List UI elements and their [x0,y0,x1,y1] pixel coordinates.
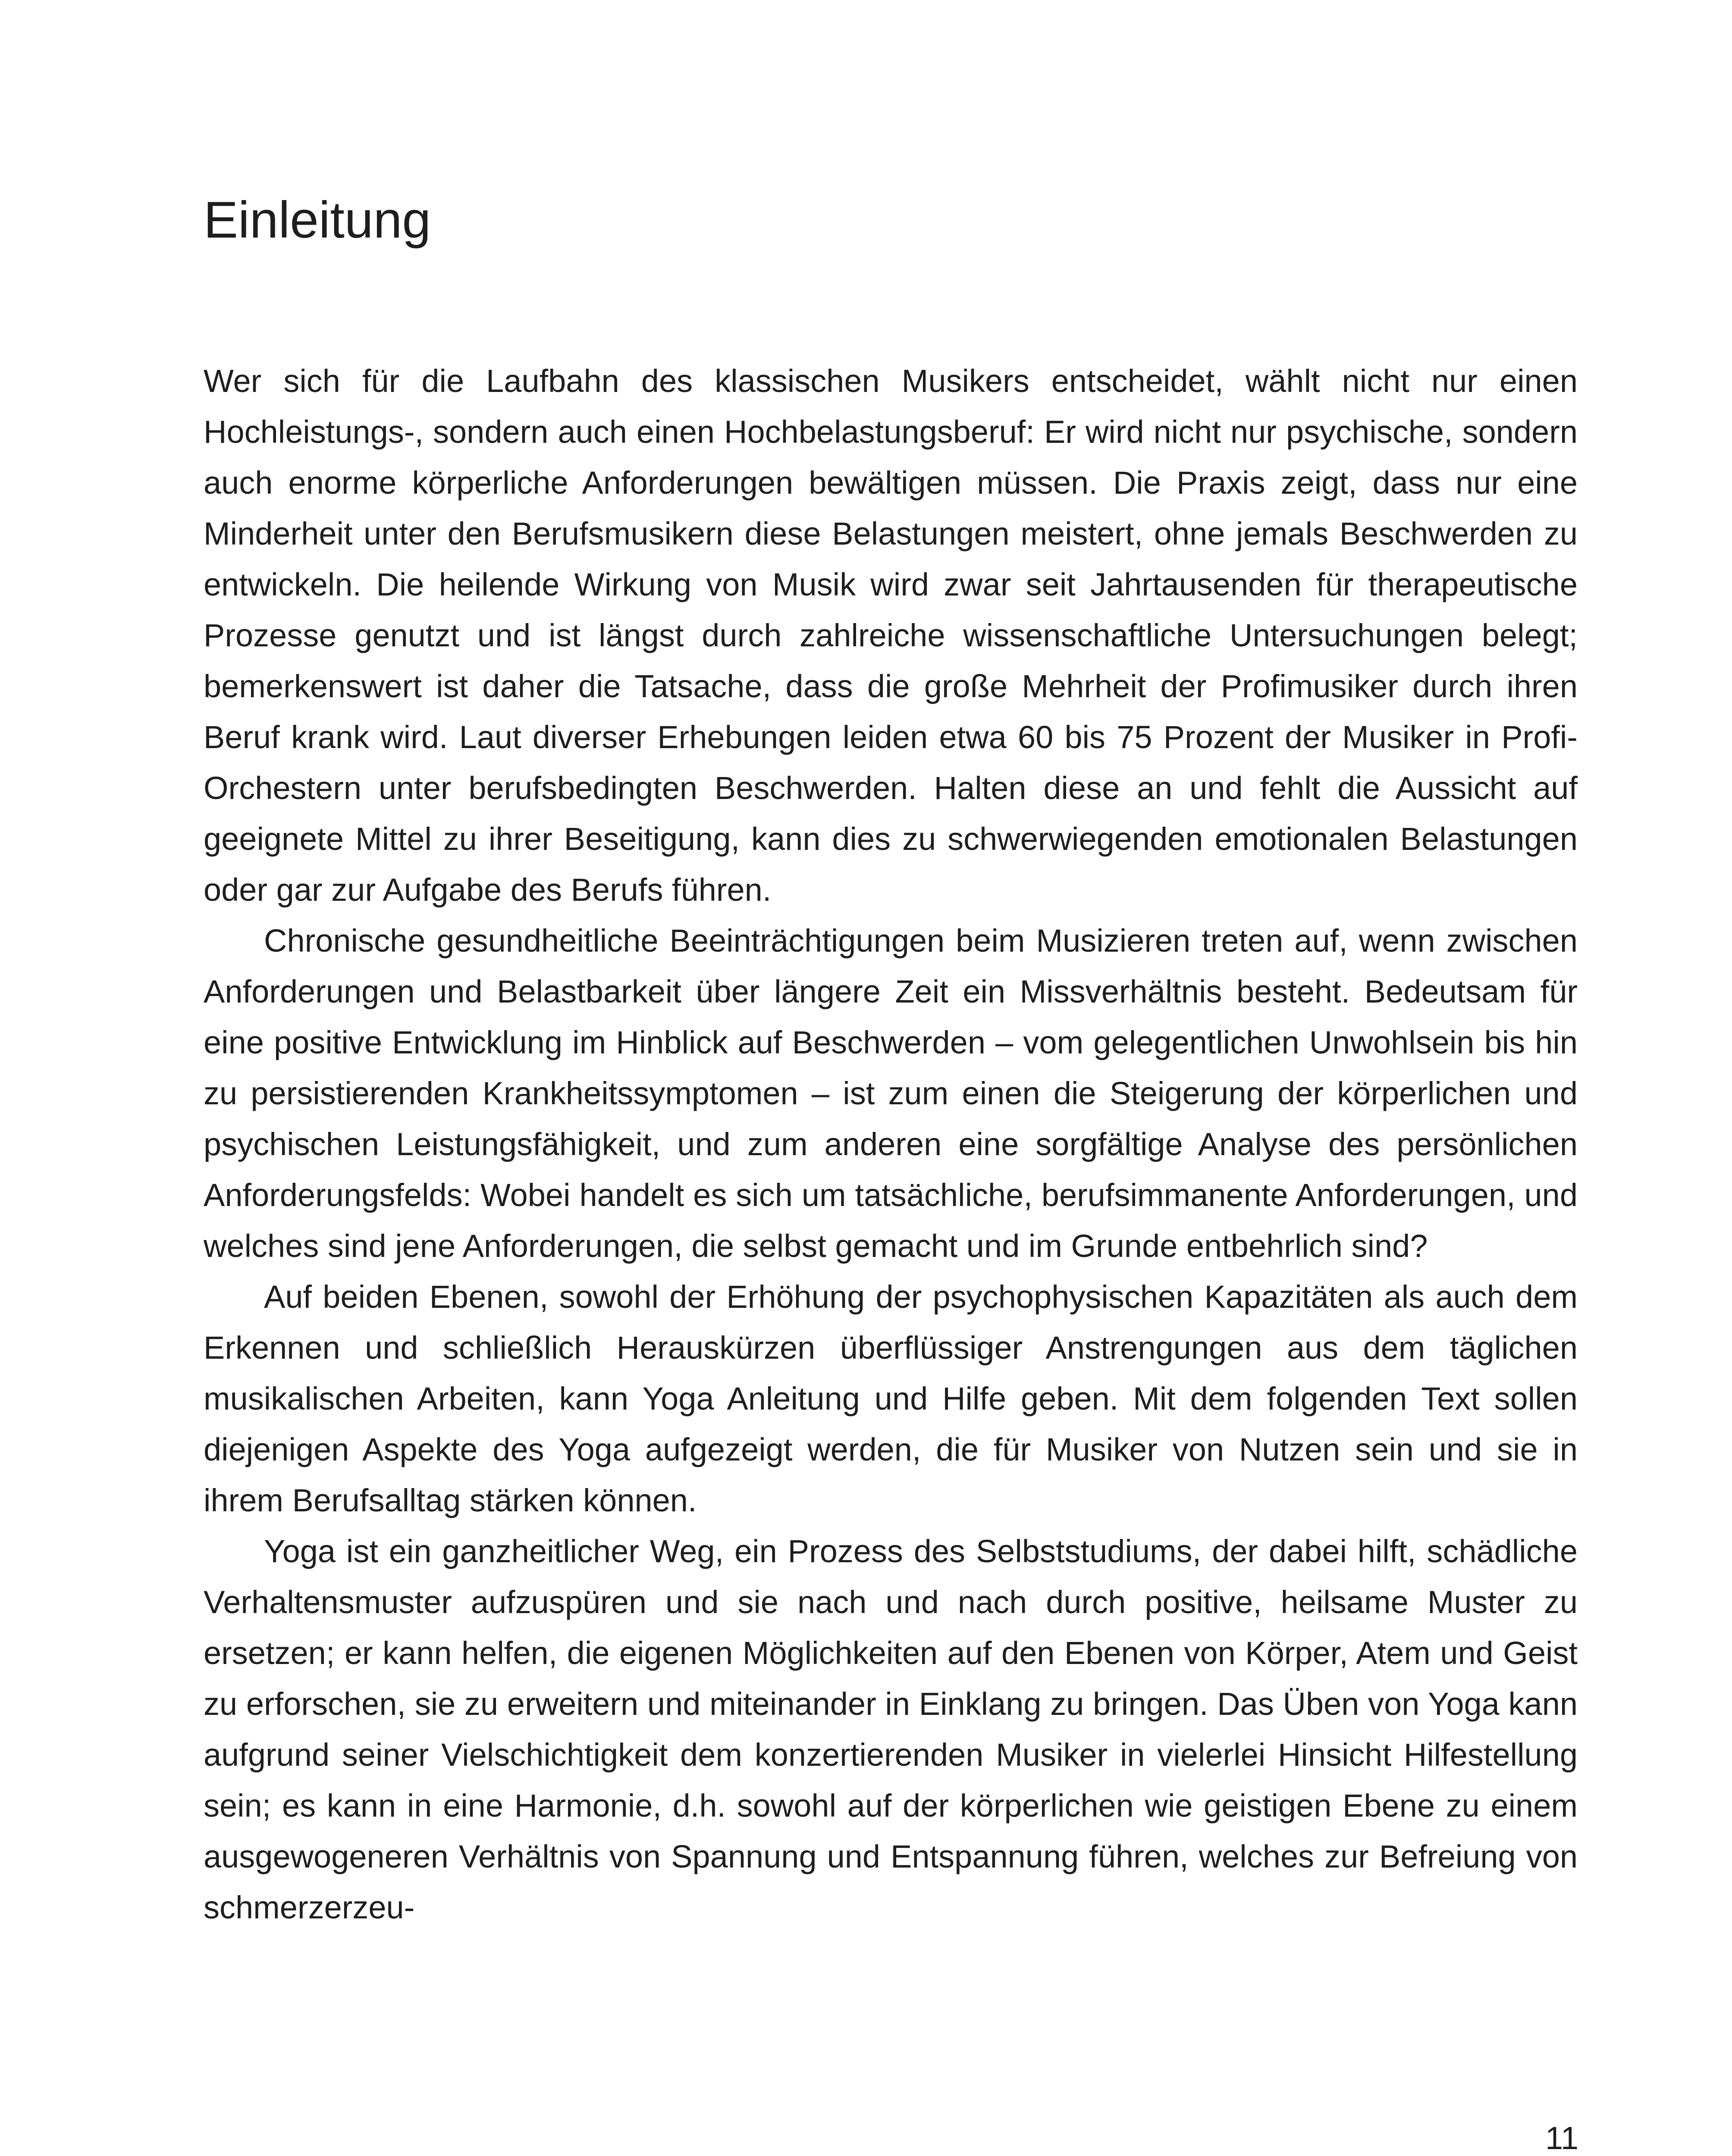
paragraph-4: Yoga ist ein ganzheitlicher Weg, ein Prozess des Selbststudiums, der dabei hilft, schädliche Verhaltensmuster aufzuspüren und sie nach und nach durch positive, heilsame Muster zu ersetzen; er kann helfen, die eigenen Möglichkeiten auf den Ebenen von Körper, Atem und Geist zu erforschen, sie zu erweitern und miteinander in Einklang zu bringen. Das Üben von Yoga kann aufgrund seiner Vielschichtigkeit dem konzertierenden Musiker in vielerlei Hinsicht Hilfestellung sein; es kann in eine Harmonie, d.h. sowohl auf der körperlichen wie geistigen Ebene zu einem ausgewogeneren Verhältnis von Spannung und Entspannung führen, welches zur Befreiung von schmerzerzeu- [204,1533,1578,1925]
body-text [204,356,1578,1933]
paragraph-2: Chronische gesundheitliche Beeinträchtigungen beim Musizieren treten auf, wenn zwischen Anforderungen und Belastbarkeit über längere Zeit ein Missverhältnis besteht. Bedeutsam für eine positive Entwicklung im Hinblick auf Beschwerden – vom gelegentlichen Unwohlsein bis hin zu persistierenden Krankheitssymptomen – ist zum einen die Steigerung der körperlichen und psychischen Leistungsfähigkeit, und zum anderen eine sorgfältige Analyse des persönlichen Anforderungsfelds: Wobei handelt es sich um tatsächliche, berufsimmanente Anforderungen, und welches sind jene Anforderungen, die selbst gemacht und im Grunde entbehrlich sind? [204,923,1578,1264]
page-number: 11 [1545,2120,1578,2156]
paragraph-3: Auf beiden Ebenen, sowohl der Erhöhung der psychophysischen Kapazitäten als auch dem Erkennen und schließlich Herauskürzen überflüssiger Anstrengungen aus dem täglichen musikalischen Arbeiten, kann Yoga Anleitung und Hilfe geben. Mit dem folgenden Text sollen diejenigen Aspekte des Yoga aufgezeigt werden, die für Musiker von Nutzen sein und sie in ihrem Berufsalltag stärken können. [204,1279,1578,1518]
paragraph-1: Wer sich für die Laufbahn des klassischen Musikers entscheidet, wählt nicht nur einen Hochleistungs-, sondern auch einen Hochbelastungsberuf: Er wird nicht nur psychische, sondern auch enorme körperliche Anforderungen bewältigen müssen. Die Praxis zeigt, dass nur eine Minderheit unter den Berufsmusikern diese Belastungen meistert, ohne jemals Beschwerden zu entwickeln. Die heilende Wirkung von Musik wird zwar seit Jahrtausenden für therapeutische Prozesse genutzt und ist längst durch zahlreiche wissenschaftliche Untersuchungen belegt; bemerkenswert ist daher die Tatsache, dass die große Mehrheit der Profimusiker durch ihren Beruf krank wird. Laut diverser Erhebungen leiden etwa 60 bis 75 Prozent der Musiker in Profi-Orchestern unter berufsbedingten Beschwerden. Halten diese an und fehlt die Aussicht auf geeignete Mittel zu ihrer Beseitigung, kann dies zu schwerwiegenden emotionalen Belastungen oder gar zur Aufgabe des Berufs führen. [204,363,1578,908]
chapter-title: Einleitung [204,191,431,249]
